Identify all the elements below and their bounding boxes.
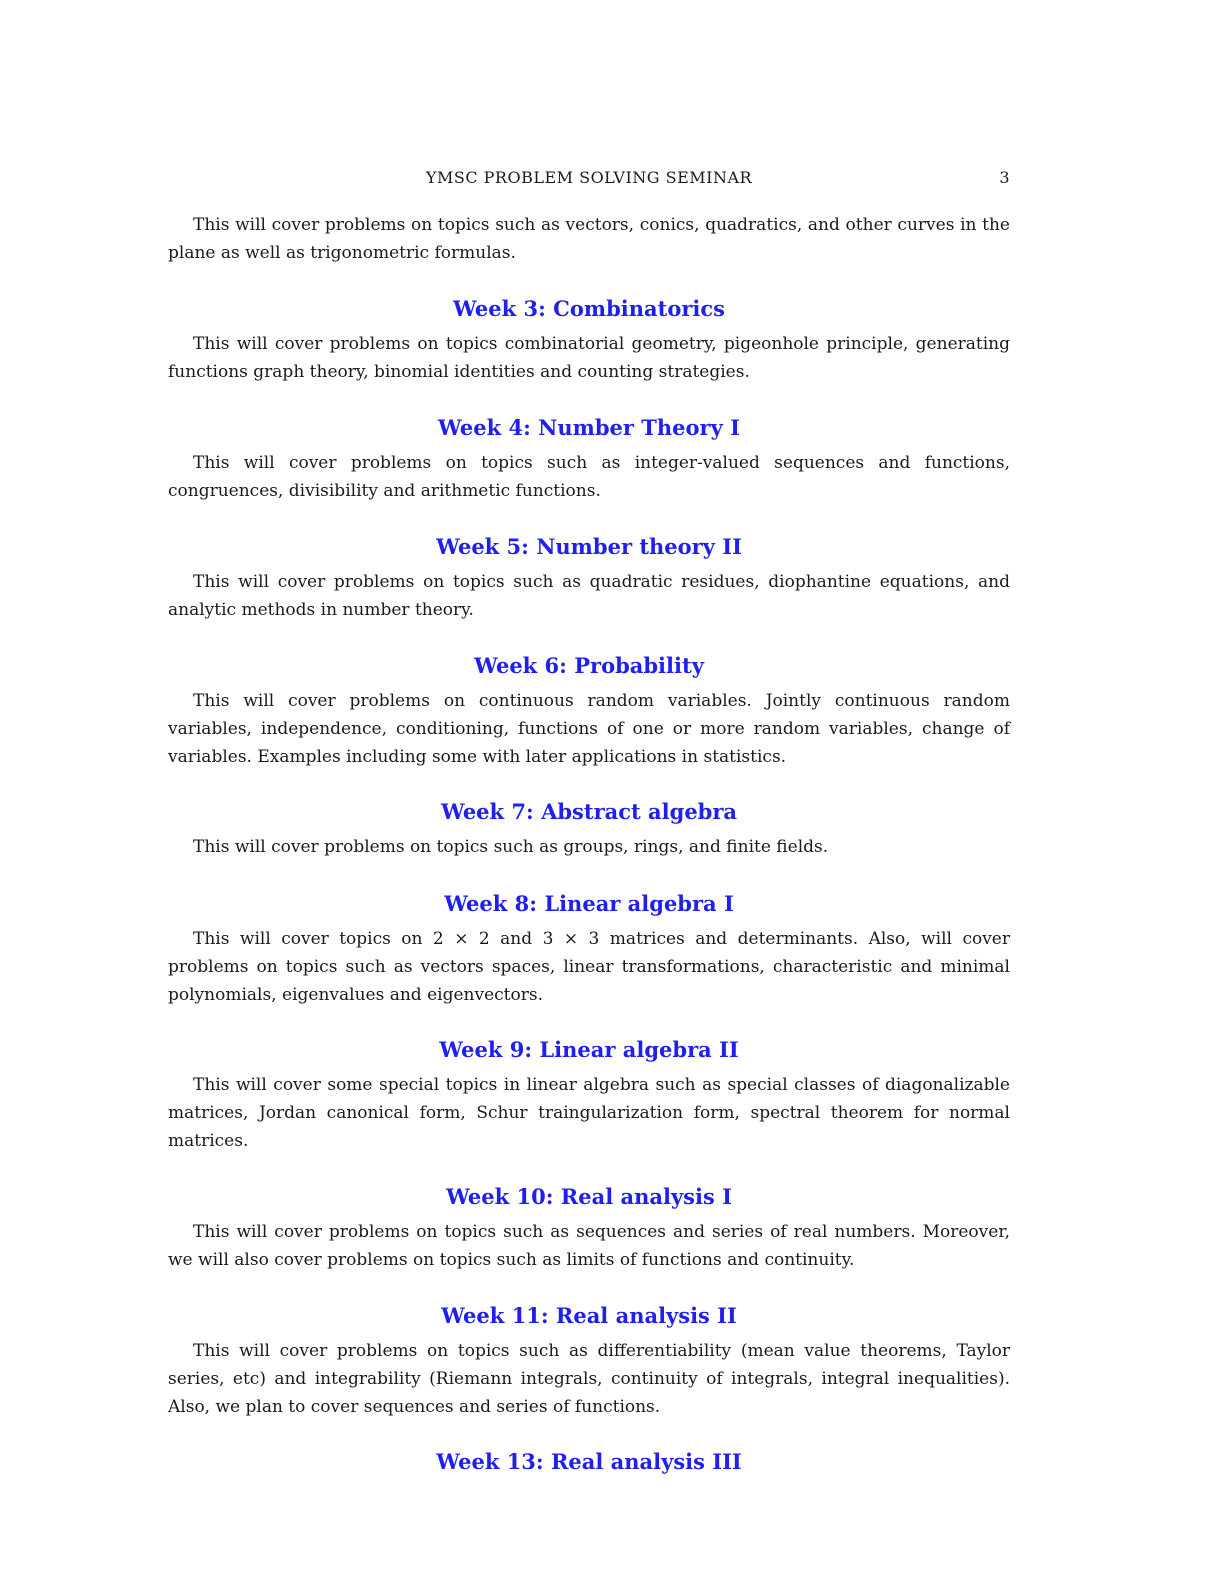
section-body-week-4: This will cover problems on topics such as integer-valued sequences and functions, congruences, divisibility and arithmetic functions. — [168, 453, 1010, 501]
section-body-week-9: This will cover some special topics in linear algebra such as special classes of diagonalizable matrices, Jordan canonical form, Schur traingularization form, spectral theorem for normal matrices. — [168, 1075, 1010, 1151]
section-heading-week-9[interactable]: Week 9: Linear algebra II — [439, 1037, 739, 1062]
section-heading-week-13[interactable]: Week 13: Real analysis III — [436, 1449, 742, 1474]
section-body-week-3: This will cover problems on topics combinatorial geometry, pigeonhole principle, generating functions graph theory, binomial identities and counting strategies. — [168, 334, 1010, 382]
page-number: 3 — [999, 168, 1010, 187]
intro-paragraph: This will cover problems on topics such as vectors, conics, quadratics, and other curves in the plane as well as trigonometric formulas. — [168, 215, 1010, 263]
section-heading-week-6[interactable]: Week 6: Probability — [474, 653, 704, 678]
section-body-week-6: This will cover problems on continuous random variables. Jointly continuous random variables, independence, conditioning, functions of one or more random variables, change of variables. Examples including some with later applications in statistics. — [168, 691, 1010, 767]
section-heading-week-8[interactable]: Week 8: Linear algebra I — [444, 891, 734, 916]
section-heading-week-7[interactable]: Week 7: Abstract algebra — [440, 799, 738, 824]
section-body-week-11: This will cover problems on topics such as differentiability (mean value theorems, Taylor series, etc) and integrability (Riemann integrals, continuity of integrals, integral inequalities). Also, we plan to cover sequences and series of functions. — [168, 1341, 1010, 1417]
section-heading-week-10[interactable]: Week 10: Real analysis I — [446, 1184, 732, 1209]
running-title: YMSC PROBLEM SOLVING SEMINAR — [425, 168, 753, 187]
section-body-week-5: This will cover problems on topics such as quadratic residues, diophantine equations, and analytic methods in number theory. — [168, 572, 1010, 620]
section-body-week-7: This will cover problems on topics such as groups, rings, and finite fields. — [193, 837, 829, 857]
section-heading-week-11[interactable]: Week 11: Real analysis II — [441, 1303, 737, 1328]
section-body-week-10: This will cover problems on topics such as sequences and series of real numbers. Moreover, we will also cover problems on topics such as limits of functions and continuity. — [168, 1222, 1010, 1270]
section-heading-week-4[interactable]: Week 4: Number Theory I — [438, 415, 740, 440]
section-heading-week-3[interactable]: Week 3: Combinatorics — [453, 296, 725, 321]
section-body-week-8: This will cover topics on 2 × 2 and 3 × 3 matrices and determinants. Also, will cover problems on topics such as vectors spaces, linear transformations, characteristic and minimal polynomials, eigenvalues and eigenvectors. — [168, 929, 1010, 1005]
running-header — [168, 168, 1010, 190]
section-heading-week-5[interactable]: Week 5: Number theory II — [436, 534, 742, 559]
